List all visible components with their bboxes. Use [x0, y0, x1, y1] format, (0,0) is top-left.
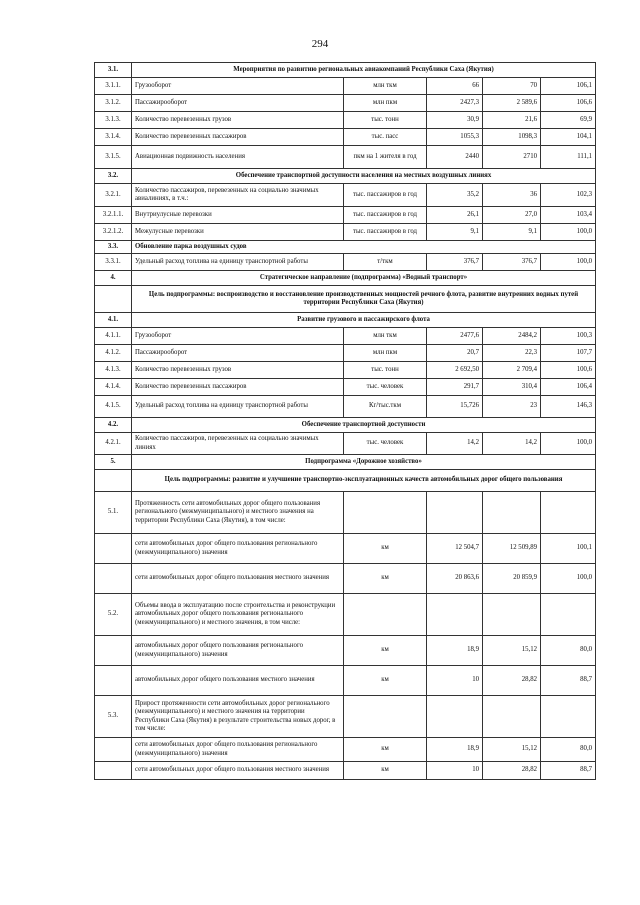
value-fact: 23 — [483, 396, 541, 418]
section-title: Подпрограмма «Дорожное хозяйство» — [132, 455, 596, 470]
value-fact: 1098,3 — [483, 129, 541, 146]
value-percent: 106,6 — [541, 95, 596, 112]
unit-cell: км — [344, 564, 427, 594]
value-plan — [427, 594, 483, 636]
unit-cell: пкм на 1 жителя в год — [344, 146, 427, 169]
row-number: 4.1.2. — [95, 345, 132, 362]
section-number — [95, 470, 132, 492]
value-percent: 111,1 — [541, 146, 596, 169]
table-row — [95, 738, 596, 762]
section-title: Стратегическое направление (подпрограмма) «Водный транспорт» — [132, 271, 596, 286]
value-fact: 310,4 — [483, 379, 541, 396]
value-percent: 146,3 — [541, 396, 596, 418]
indicator-name: Грузооборот — [132, 328, 344, 345]
unit-cell — [344, 492, 427, 534]
row-number: 4.1.4. — [95, 379, 132, 396]
table-row — [95, 564, 596, 594]
table-row — [95, 184, 596, 207]
value-plan — [427, 696, 483, 738]
section-header-row — [95, 418, 596, 433]
indicator-name: Грузооборот — [132, 78, 344, 95]
indicator-name: автомобильных дорог общего пользования регионального (межмуниципального) значения — [132, 636, 344, 666]
table-row — [95, 112, 596, 129]
row-number: 4.1.5. — [95, 396, 132, 418]
indicator-name: Пассажирооборот — [132, 95, 344, 112]
section-number: 3.2. — [95, 169, 132, 184]
row-number: 3.1.5. — [95, 146, 132, 169]
indicator-name: сети автомобильных дорог общего пользования местного значения — [132, 762, 344, 780]
table-row — [95, 696, 596, 738]
page-number: 294 — [311, 38, 329, 50]
unit-cell: млн ткм — [344, 328, 427, 345]
table-row — [95, 129, 596, 146]
value-fact: 28,82 — [483, 666, 541, 696]
unit-cell: тыс. тонн — [344, 362, 427, 379]
value-fact: 28,82 — [483, 762, 541, 780]
section-title: Обеспечение транспортной доступности населения на местных воздушных линиях — [132, 169, 596, 184]
section-title: Цель подпрограммы: развитие и улучшение транспортно-эксплуатационных качеств автомобильных дорог общего пользования — [132, 470, 596, 492]
indicator-name: Авиационная подвижность населения — [132, 146, 344, 169]
row-number: 4.1.3. — [95, 362, 132, 379]
table-row — [95, 396, 596, 418]
unit-cell — [344, 696, 427, 738]
section-header-row — [95, 470, 596, 492]
table-row — [95, 666, 596, 696]
table-row — [95, 146, 596, 169]
section-title: Обновление парка воздушных судов — [132, 241, 596, 254]
unit-cell: км — [344, 534, 427, 564]
section-title: Развитие грузового и пассажирского флота — [132, 313, 596, 328]
value-fact: 376,7 — [483, 254, 541, 271]
value-plan: 291,7 — [427, 379, 483, 396]
indicator-name: Внутриулусные перевозки — [132, 207, 344, 224]
value-plan: 12 504,7 — [427, 534, 483, 564]
value-fact: 21,6 — [483, 112, 541, 129]
value-percent: 106,4 — [541, 379, 596, 396]
table-row — [95, 95, 596, 112]
value-percent: 103,4 — [541, 207, 596, 224]
value-percent: 88,7 — [541, 666, 596, 696]
section-number: 4. — [95, 271, 132, 286]
unit-cell: млн пкм — [344, 95, 427, 112]
indicator-name: Удельный расход топлива на единицу транспортной работы — [132, 254, 344, 271]
row-number: 3.2.1.2. — [95, 224, 132, 241]
value-percent: 100,0 — [541, 433, 596, 455]
value-percent: 100,6 — [541, 362, 596, 379]
value-plan: 2 692,50 — [427, 362, 483, 379]
value-fact: 15,12 — [483, 636, 541, 666]
row-number — [95, 636, 132, 666]
table-row — [95, 534, 596, 564]
table-row — [95, 345, 596, 362]
table-row — [95, 328, 596, 345]
value-plan: 1055,3 — [427, 129, 483, 146]
table-row — [95, 433, 596, 455]
unit-cell: тыс. пассажиров в год — [344, 224, 427, 241]
row-number: 3.1.2. — [95, 95, 132, 112]
indicator-name: сети автомобильных дорог общего пользования местного значения — [132, 564, 344, 594]
indicator-name: Удельный расход топлива на единицу транспортной работы — [132, 396, 344, 418]
value-plan: 66 — [427, 78, 483, 95]
row-number: 5.1. — [95, 492, 132, 534]
section-number: 4.2. — [95, 418, 132, 433]
value-plan: 2440 — [427, 146, 483, 169]
value-fact: 22,3 — [483, 345, 541, 362]
table-row — [95, 207, 596, 224]
value-plan: 26,1 — [427, 207, 483, 224]
value-plan: 2427,3 — [427, 95, 483, 112]
value-plan: 10 — [427, 762, 483, 780]
value-fact: 36 — [483, 184, 541, 207]
value-fact: 2710 — [483, 146, 541, 169]
row-number: 5.3. — [95, 696, 132, 738]
value-plan: 18,9 — [427, 738, 483, 762]
unit-cell: км — [344, 636, 427, 666]
value-fact: 9,1 — [483, 224, 541, 241]
row-number — [95, 738, 132, 762]
section-header-row — [95, 286, 596, 313]
unit-cell: тыс. пассажиров в год — [344, 184, 427, 207]
value-fact: 27,0 — [483, 207, 541, 224]
value-fact: 15,12 — [483, 738, 541, 762]
row-number — [95, 564, 132, 594]
value-fact: 14,2 — [483, 433, 541, 455]
indicator-name: Количество пассажиров, перевезенных на социально значимых авиалиниях, в т.ч.: — [132, 184, 344, 207]
indicator-name: Межулусные перевозки — [132, 224, 344, 241]
row-number: 4.1.1. — [95, 328, 132, 345]
value-fact: 2 709,4 — [483, 362, 541, 379]
unit-cell: тыс. человек — [344, 379, 427, 396]
row-number: 3.1.1. — [95, 78, 132, 95]
unit-cell: тыс. человек — [344, 433, 427, 455]
indicators-table — [94, 62, 596, 780]
indicator-name: Количество перевезенных грузов — [132, 112, 344, 129]
unit-cell: тыс. пасс — [344, 129, 427, 146]
row-number — [95, 666, 132, 696]
row-number: 5.2. — [95, 594, 132, 636]
unit-cell: тыс. пассажиров в год — [344, 207, 427, 224]
value-fact: 70 — [483, 78, 541, 95]
table-row — [95, 78, 596, 95]
value-plan: 9,1 — [427, 224, 483, 241]
unit-cell: Кг/тыс.ткм — [344, 396, 427, 418]
indicator-name: Количество перевезенных грузов — [132, 362, 344, 379]
unit-cell — [344, 594, 427, 636]
table-row — [95, 762, 596, 780]
indicator-name: автомобильных дорог общего пользования местного значения — [132, 666, 344, 696]
value-fact: 2 589,6 — [483, 95, 541, 112]
section-number: 3.1. — [95, 63, 132, 78]
value-percent: 100,0 — [541, 254, 596, 271]
value-plan: 30,9 — [427, 112, 483, 129]
value-plan: 35,2 — [427, 184, 483, 207]
value-fact — [483, 594, 541, 636]
row-number: 4.2.1. — [95, 433, 132, 455]
row-number — [95, 534, 132, 564]
value-percent: 100,1 — [541, 534, 596, 564]
row-number: 3.2.1.1. — [95, 207, 132, 224]
unit-cell: т/ткм — [344, 254, 427, 271]
unit-cell: км — [344, 738, 427, 762]
unit-cell: км — [344, 762, 427, 780]
row-number: 3.1.3. — [95, 112, 132, 129]
table-row — [95, 362, 596, 379]
section-header-row — [95, 313, 596, 328]
indicator-name: Количество перевезенных пассажиров — [132, 129, 344, 146]
row-number: 3.2.1. — [95, 184, 132, 207]
value-fact — [483, 696, 541, 738]
value-percent: 69,9 — [541, 112, 596, 129]
value-plan: 10 — [427, 666, 483, 696]
section-title: Мероприятия по развитию региональных авиакомпаний Республики Саха (Якутия) — [132, 63, 596, 78]
table-row — [95, 379, 596, 396]
section-title: Цель подпрограммы: воспроизводство и восстановление производственных мощностей речного флота, развитие внутренних водных путей территории Республики Саха (Якутия) — [132, 286, 596, 313]
indicator-name: сети автомобильных дорог общего пользования регионального (межмуниципального) значения — [132, 534, 344, 564]
section-header-row — [95, 241, 596, 254]
table-row — [95, 254, 596, 271]
value-fact: 20 859,9 — [483, 564, 541, 594]
indicator-name: Количество пассажиров, перевезенных на социально значимых линиях — [132, 433, 344, 455]
section-header-row — [95, 169, 596, 184]
section-number: 4.1. — [95, 313, 132, 328]
value-fact: 12 509,89 — [483, 534, 541, 564]
value-percent: 104,1 — [541, 129, 596, 146]
indicator-name: Объемы ввода в эксплуатацию после строительства и реконструкции автомобильных дорог общего пользования регионального (межмуниципального) и местного значения, в том числе: — [132, 594, 344, 636]
section-title: Обеспечение транспортной доступности — [132, 418, 596, 433]
indicator-name: сети автомобильных дорог общего пользования регионального (межмуниципального) значения — [132, 738, 344, 762]
value-percent: 106,1 — [541, 78, 596, 95]
section-number: 3.3. — [95, 241, 132, 254]
indicator-name: Протяженность сети автомобильных дорог общего пользования регионального (межмуниципального) и местного значения на территории Республики Саха (Якутия), в том числе: — [132, 492, 344, 534]
row-number — [95, 762, 132, 780]
section-header-row — [95, 63, 596, 78]
value-percent: 88,7 — [541, 762, 596, 780]
section-number — [95, 286, 132, 313]
value-percent — [541, 594, 596, 636]
row-number: 3.3.1. — [95, 254, 132, 271]
value-plan: 20,7 — [427, 345, 483, 362]
value-plan: 20 863,6 — [427, 564, 483, 594]
value-percent: 100,0 — [541, 564, 596, 594]
table-row — [95, 594, 596, 636]
table-row — [95, 224, 596, 241]
value-plan: 2477,6 — [427, 328, 483, 345]
unit-cell: млн пкм — [344, 345, 427, 362]
row-number: 3.1.4. — [95, 129, 132, 146]
unit-cell: тыс. тонн — [344, 112, 427, 129]
indicator-name: Прирост протяженности сети автомобильных дорог регионального (межмуниципального) и местного значения на территории Республики Саха (Якутия) в результате строительства новых дорог, в том числе: — [132, 696, 344, 738]
value-fact — [483, 492, 541, 534]
value-plan: 14,2 — [427, 433, 483, 455]
indicator-name: Пассажирооборот — [132, 345, 344, 362]
value-percent: 100,3 — [541, 328, 596, 345]
indicator-name: Количество перевезенных пассажиров — [132, 379, 344, 396]
value-percent: 80,0 — [541, 636, 596, 666]
section-header-row — [95, 455, 596, 470]
value-percent: 107,7 — [541, 345, 596, 362]
section-header-row — [95, 271, 596, 286]
table-row — [95, 492, 596, 534]
value-percent: 102,3 — [541, 184, 596, 207]
unit-cell: км — [344, 666, 427, 696]
value-percent: 100,0 — [541, 224, 596, 241]
value-fact: 2484,2 — [483, 328, 541, 345]
unit-cell: млн ткм — [344, 78, 427, 95]
value-plan: 376,7 — [427, 254, 483, 271]
value-plan: 18,9 — [427, 636, 483, 666]
value-percent: 80,0 — [541, 738, 596, 762]
value-percent — [541, 696, 596, 738]
table-row — [95, 636, 596, 666]
table-body — [95, 63, 596, 780]
value-percent — [541, 492, 596, 534]
value-plan — [427, 492, 483, 534]
value-plan: 15,726 — [427, 396, 483, 418]
section-number: 5. — [95, 455, 132, 470]
